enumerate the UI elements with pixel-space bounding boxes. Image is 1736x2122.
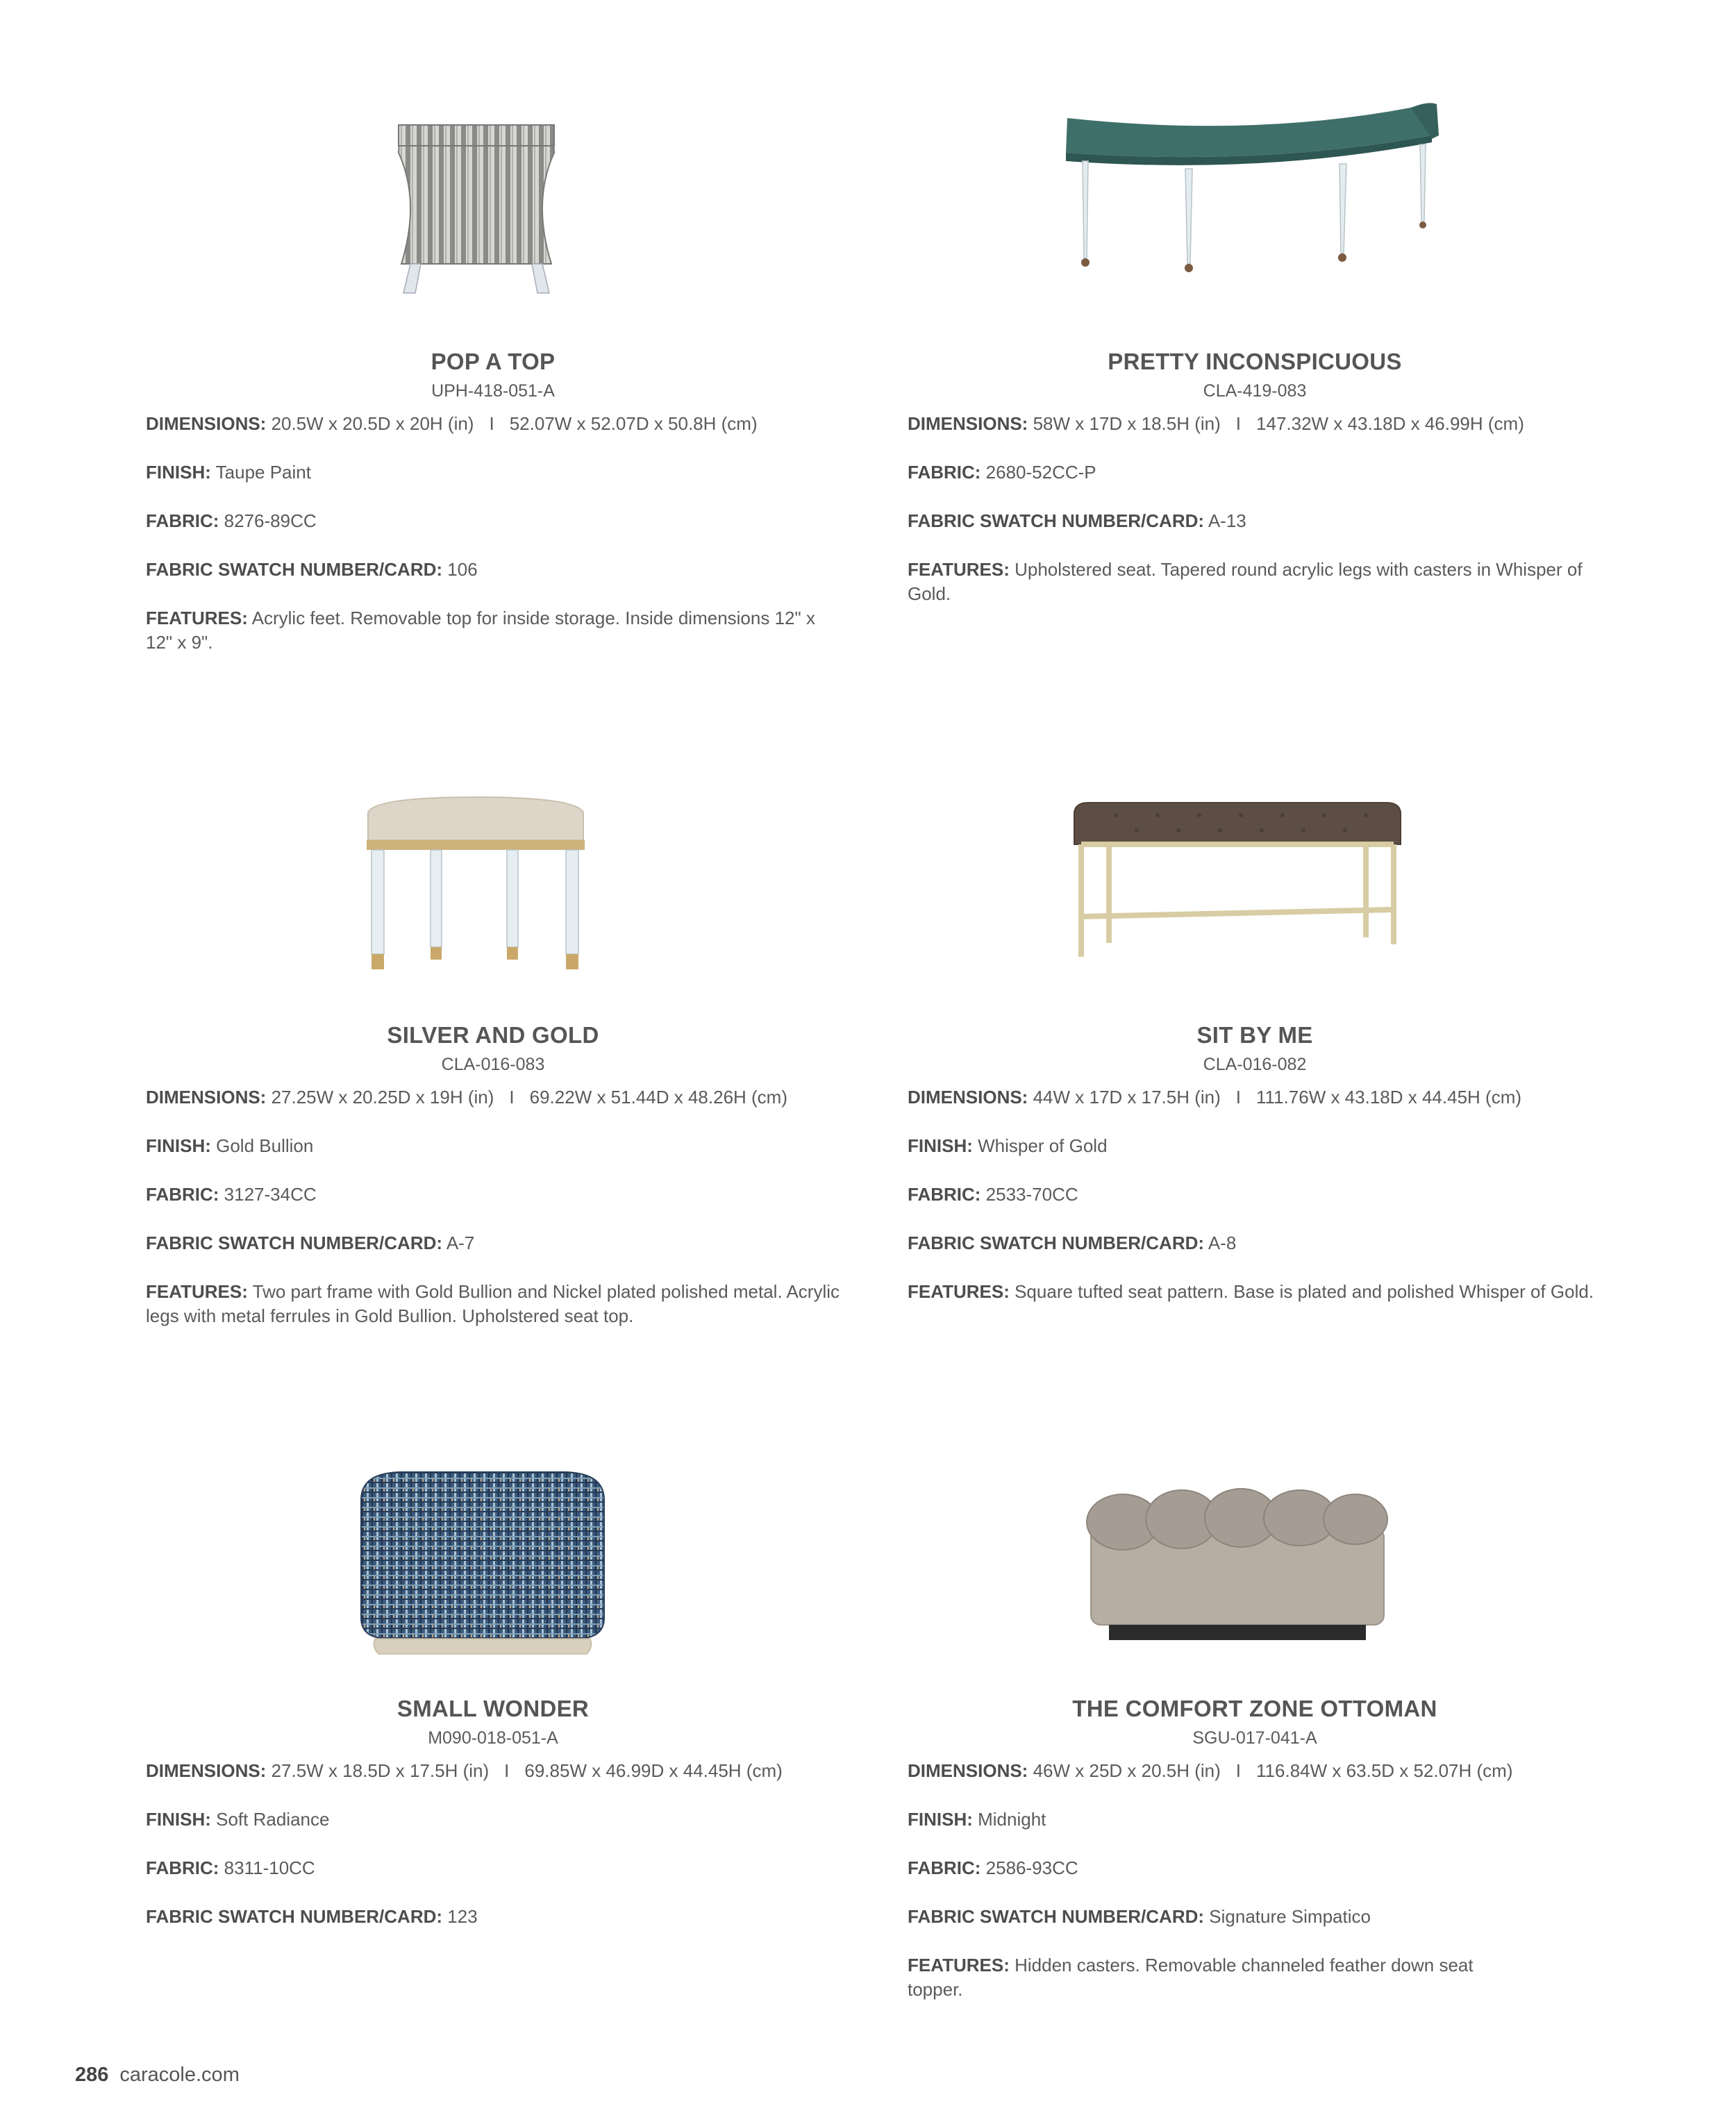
product-code: CLA-419-083 (1203, 381, 1307, 401)
product-name: SIT BY ME (1196, 1022, 1313, 1048)
product-code: M090-018-051-A (428, 1728, 558, 1748)
finish-line: FINISH: Gold Bullion (146, 1135, 314, 1156)
fabric-line: FABRIC: 8311-10CC (146, 1857, 315, 1878)
product-name: SILVER AND GOLD (387, 1022, 599, 1048)
fabric-line: FABRIC: 2586-93CC (908, 1857, 1078, 1878)
finish-line: FINISH: Taupe Paint (146, 462, 311, 483)
swatch-line: FABRIC SWATCH NUMBER/CARD: A-7 (146, 1233, 475, 1253)
features-line: FEATURES: Hidden casters. Removable channeled feather down seat topper. (908, 1955, 1474, 2000)
product-name: SMALL WONDER (397, 1696, 590, 1721)
fabric-line: FABRIC: 2680-52CC-P (908, 462, 1096, 483)
site-link[interactable]: caracole.com (119, 2064, 240, 2086)
product-code: UPH-418-051-A (431, 381, 555, 401)
fabric-line: FABRIC: 2533-70CC (908, 1184, 1078, 1205)
tufted-bench-icon (1067, 799, 1408, 965)
product-code: CLA-016-082 (1203, 1055, 1307, 1074)
acrylic-leg-stool-icon (354, 792, 597, 986)
swatch-line: FABRIC SWATCH NUMBER/CARD: Signature Simpatico (908, 1906, 1371, 1927)
page-number: 286 (75, 2064, 109, 2086)
product-code: CLA-016-083 (441, 1055, 545, 1074)
swatch-line: FABRIC SWATCH NUMBER/CARD: A-8 (908, 1233, 1237, 1253)
product-name: POP A TOP (431, 349, 556, 374)
features-line: FEATURES: Two part frame with Gold Bullion and Nickel plated polished metal. Acrylic legs with metal ferrules in Gold Bullion. Upholstered seat top. (146, 1281, 840, 1326)
fabric-line: FABRIC: 8276-89CC (146, 510, 317, 531)
channeled-ottoman-icon (1081, 1486, 1394, 1653)
swatch-line: FABRIC SWATCH NUMBER/CARD: 123 (146, 1906, 478, 1927)
fabric-line: FABRIC: 3127-34CC (146, 1184, 317, 1205)
swatch-line: FABRIC SWATCH NUMBER/CARD: 106 (146, 559, 478, 580)
dimensions-line: DIMENSIONS: 44W x 17D x 17.5H (in) I 111.76W x 43.18D x 44.45H (cm) (908, 1087, 1522, 1108)
page-footer (75, 2064, 240, 2087)
dimensions-line: DIMENSIONS: 27.5W x 18.5D x 17.5H (in) I 69.85W x 46.99D x 44.45H (cm) (146, 1760, 783, 1781)
finish-line: FINISH: Soft Radiance (146, 1809, 330, 1830)
dimensions-line: DIMENSIONS: 27.25W x 20.25D x 19H (in) I 69.22W x 51.44D x 48.26H (cm) (146, 1087, 788, 1108)
dimensions-line: DIMENSIONS: 20.5W x 20.5D x 20H (in) I 52.07W x 52.07D x 50.8H (cm) (146, 413, 758, 434)
finish-line: FINISH: Midnight (908, 1809, 1046, 1830)
product-name: THE COMFORT ZONE OTTOMAN (1072, 1696, 1437, 1721)
dimensions-line: DIMENSIONS: 58W x 17D x 18.5H (in) I 147.32W x 43.18D x 46.99H (cm) (908, 413, 1524, 434)
dimensions-line: DIMENSIONS: 46W x 25D x 20.5H (in) I 116.84W x 63.5D x 52.07H (cm) (908, 1760, 1513, 1781)
finish-line: FINISH: Whisper of Gold (908, 1135, 1108, 1156)
tweed-ottoman-icon (347, 1465, 618, 1666)
features-line: FEATURES: Upholstered seat. Tapered round acrylic legs with casters in Whisper of Gold. (908, 559, 1583, 604)
features-line: FEATURES: Acrylic feet. Removable top for inside storage. Inside dimensions 12" x 12" x 9". (146, 608, 815, 653)
swatch-line: FABRIC SWATCH NUMBER/CARD: A-13 (908, 510, 1246, 531)
features-line: FEATURES: Square tufted seat pattern. Base is plated and polished Whisper of Gold. (908, 1281, 1594, 1302)
curved-bench-icon (1053, 97, 1442, 278)
product-code: SGU-017-041-A (1192, 1728, 1317, 1748)
product-name: PRETTY INCONSPICUOUS (1108, 349, 1402, 374)
upholstered-storage-cube-icon (372, 111, 581, 306)
